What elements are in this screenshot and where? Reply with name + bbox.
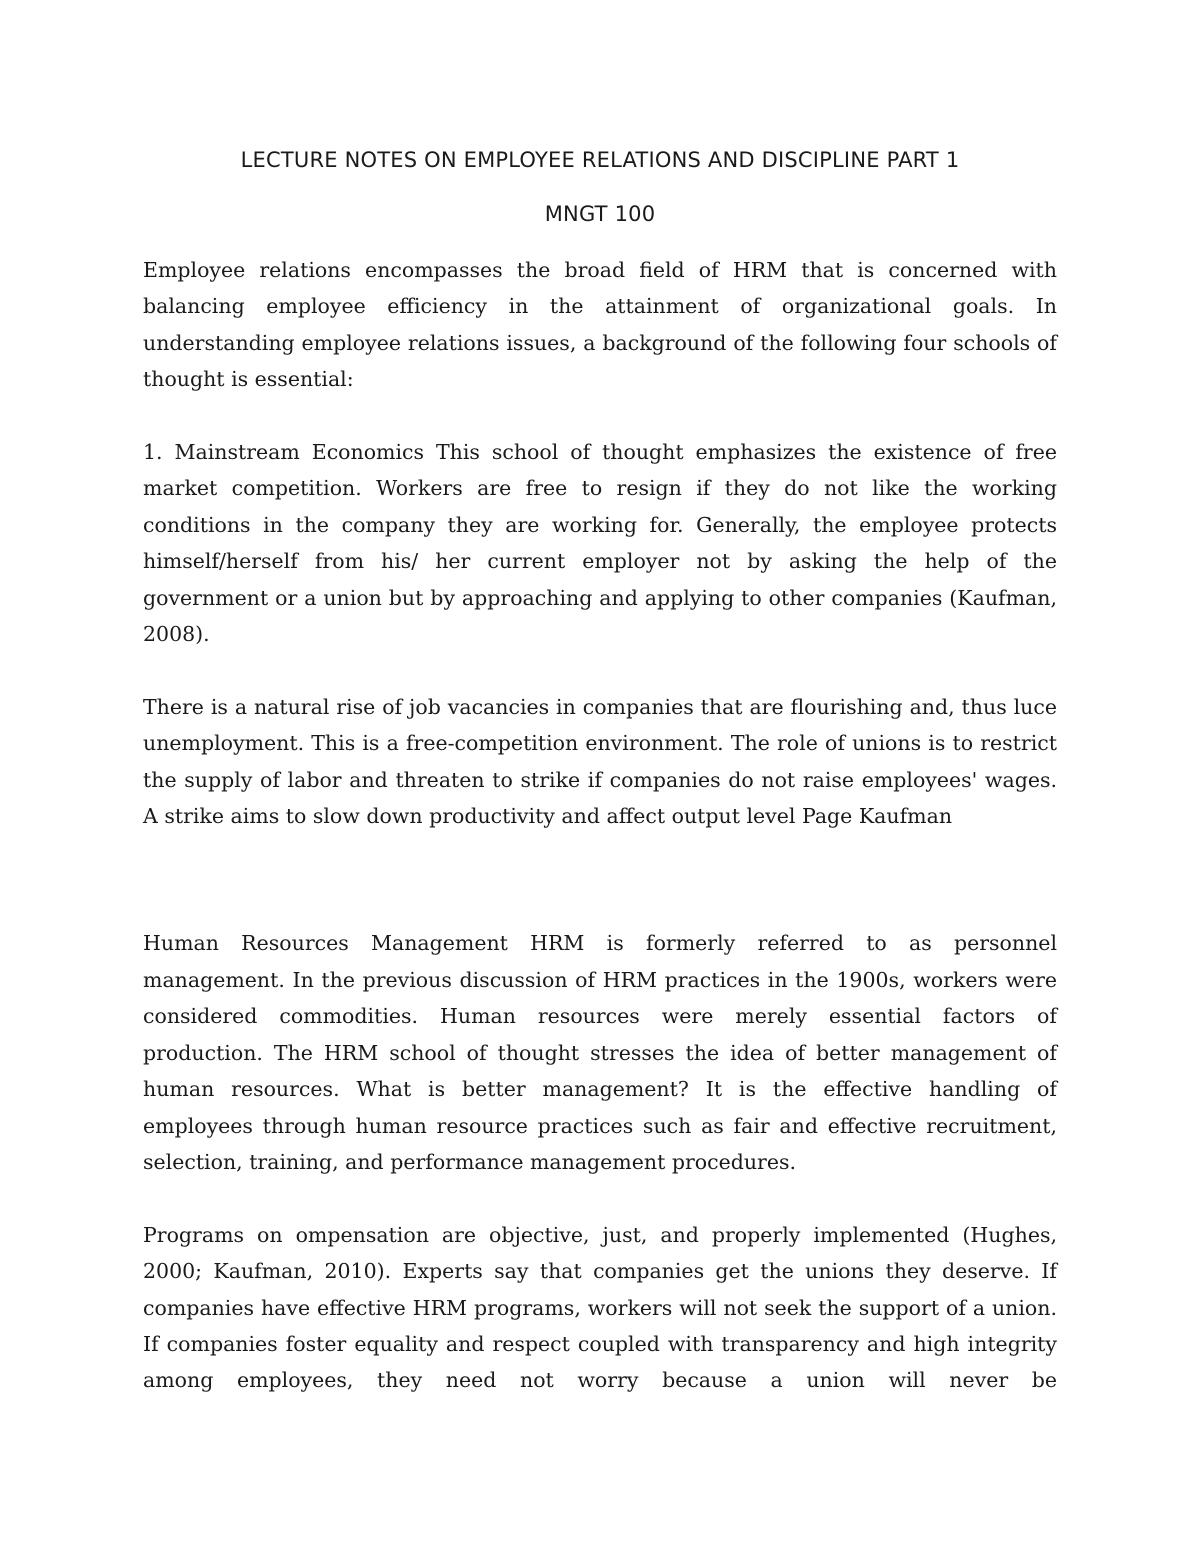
paragraph-mainstream-economics: 1. Mainstream Economics This school of thought emphasizes the existence of free market competition. Workers are free to resign if they do not like the working conditions in the company they are working for. Generally, the employee protects himself/herself from his/ her current employer not by asking the help of the government or a union but by approaching and applying to other companies (Kaufman, 2008).	[143, 440, 1057, 647]
paragraph-compensation: Programs on ompensation are objective, just, and properly implemented (Hughes, 2000; Kaufman, 2010). Experts say that companies get the unions they deserve. If companies have effective HRM programs, workers will not seek the support of a union. If companies foster equality and respect coupled with transparency and high integrity among employees, they need not worry because a union will never be	[143, 1222, 1057, 1393]
paragraph-intro: Employee relations encompasses the broad field of HRM that is concerned with balancing employee efficiency in the attainment of organizational goals. In understanding employee relations issues, a background of the following four schools of thought is essential:	[143, 258, 1057, 392]
document-body	[143, 252, 1057, 1435]
paragraph-job-vacancies: There is a natural rise of job vacancies in companies that are flourishing and, thus luce unemployment. This is a free-competition environment. The role of unions is to restrict the supply of labor and threaten to strike if companies do not raise employees' wages. A strike aims to slow down productivity and affect output level Page Kaufman	[143, 694, 1057, 829]
paragraph-hrm: Human Resources Management HRM is formerly referred to as personnel management. In the previous discussion of HRM practices in the 1900s, workers were considered commodities. Human resources were merely essential factors of production. The HRM school of thought stresses the idea of better management of human resources. What is better management? It is the effective handling of employees through human resource practices such as fair and effective recruitment, selection, training, and performance management procedures.	[143, 931, 1057, 1174]
document-title: LECTURE NOTES ON EMPLOYEE RELATIONS AND DISCIPLINE PART 1	[240, 148, 960, 172]
course-code: MNGT 100	[544, 202, 656, 226]
